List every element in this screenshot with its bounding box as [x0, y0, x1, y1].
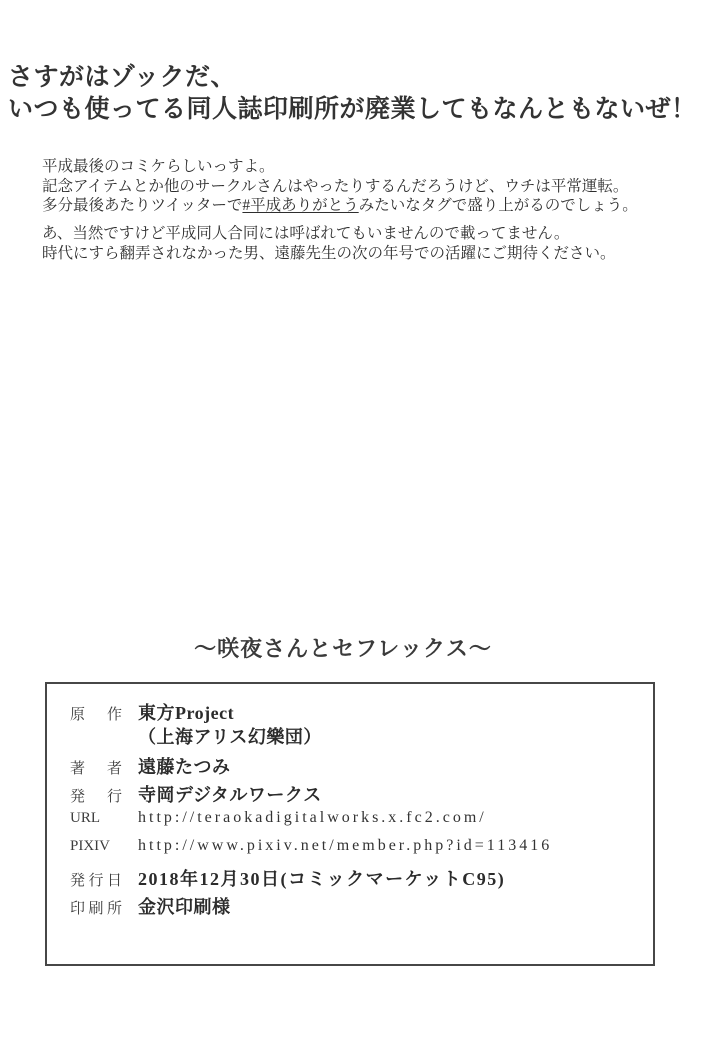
- colophon-value-printer: 金沢印刷様: [138, 897, 231, 917]
- paragraph1-line1: 平成最後のコミケらしいっすよ。: [42, 158, 275, 175]
- colophon-row-printer: [70, 893, 653, 921]
- colophon-label-printer: 印刷所: [70, 901, 122, 917]
- colophon-row-publisher: [70, 781, 653, 809]
- paragraph1-line3: [42, 196, 638, 216]
- paragraph2-line2: 時代にすら翻弄されなかった男、遠藤先生の次の年号での活躍にご期待ください。: [42, 244, 616, 262]
- colophon-row-original-work: [70, 701, 653, 753]
- paragraph1-line2: 記念アイテムとか他のサークルさんはやったりするんだろうけど、ウチは平常運転。: [42, 177, 629, 195]
- colophon-label-publication-date: 発行日: [70, 873, 122, 889]
- paragraph1-line3-post: みたいなタグで盛り上がるのでしょう。: [358, 197, 638, 214]
- colophon-label-author: 著者: [70, 761, 122, 777]
- colophon-row-url: [70, 809, 653, 837]
- colophon-value-url: http://teraokadigitalworks.x.fc2.com/: [138, 809, 487, 826]
- original-work-circle: （上海アリス幻樂団）: [138, 727, 322, 747]
- colophon-label-url: URL: [70, 810, 100, 826]
- colophon-value-publication-date: 2018年12月30日(コミックマーケットC95): [138, 869, 506, 889]
- hashtag-heisei-arigatou: #平成ありがとう: [242, 197, 359, 214]
- colophon-value-pixiv: http://www.pixiv.net/member.php?id=113416: [138, 837, 553, 854]
- colophon-row-publication-date: [70, 865, 653, 893]
- colophon-value-author: 遠藤たつみ: [138, 757, 231, 777]
- colophon-row-author: [70, 753, 653, 781]
- colophon-label-pixiv: PIXIV: [70, 838, 110, 854]
- paragraph2-line1: あ、当然ですけど平成同人合同には呼ばれてもいませんので載ってません。: [42, 225, 570, 242]
- colophon-label-original-work: 原作: [70, 707, 122, 723]
- original-work-name: 東方Project: [138, 703, 235, 723]
- colophon-row-pixiv: [70, 837, 653, 865]
- afterword-heading-line2: いつも使ってる同人誌印刷所が廃業してもなんともないぜ！: [8, 96, 697, 123]
- colophon-label-publisher: 発行: [70, 789, 122, 805]
- afterword-paragraph-2: [42, 224, 616, 263]
- afterword-paragraph-1: [42, 157, 638, 216]
- paragraph1-line3-pre: 多分最後あたりツイッターで: [42, 197, 243, 214]
- afterword-heading: [8, 62, 697, 126]
- colophon-box: [45, 682, 655, 966]
- book-title: 〜咲夜さんとセフレックス〜: [194, 636, 492, 661]
- afterword-heading-line1: さすがはゾックだ、: [8, 64, 237, 91]
- colophon-value-original-work: [138, 701, 322, 749]
- colophon-value-publisher: 寺岡デジタルワークス: [138, 785, 322, 805]
